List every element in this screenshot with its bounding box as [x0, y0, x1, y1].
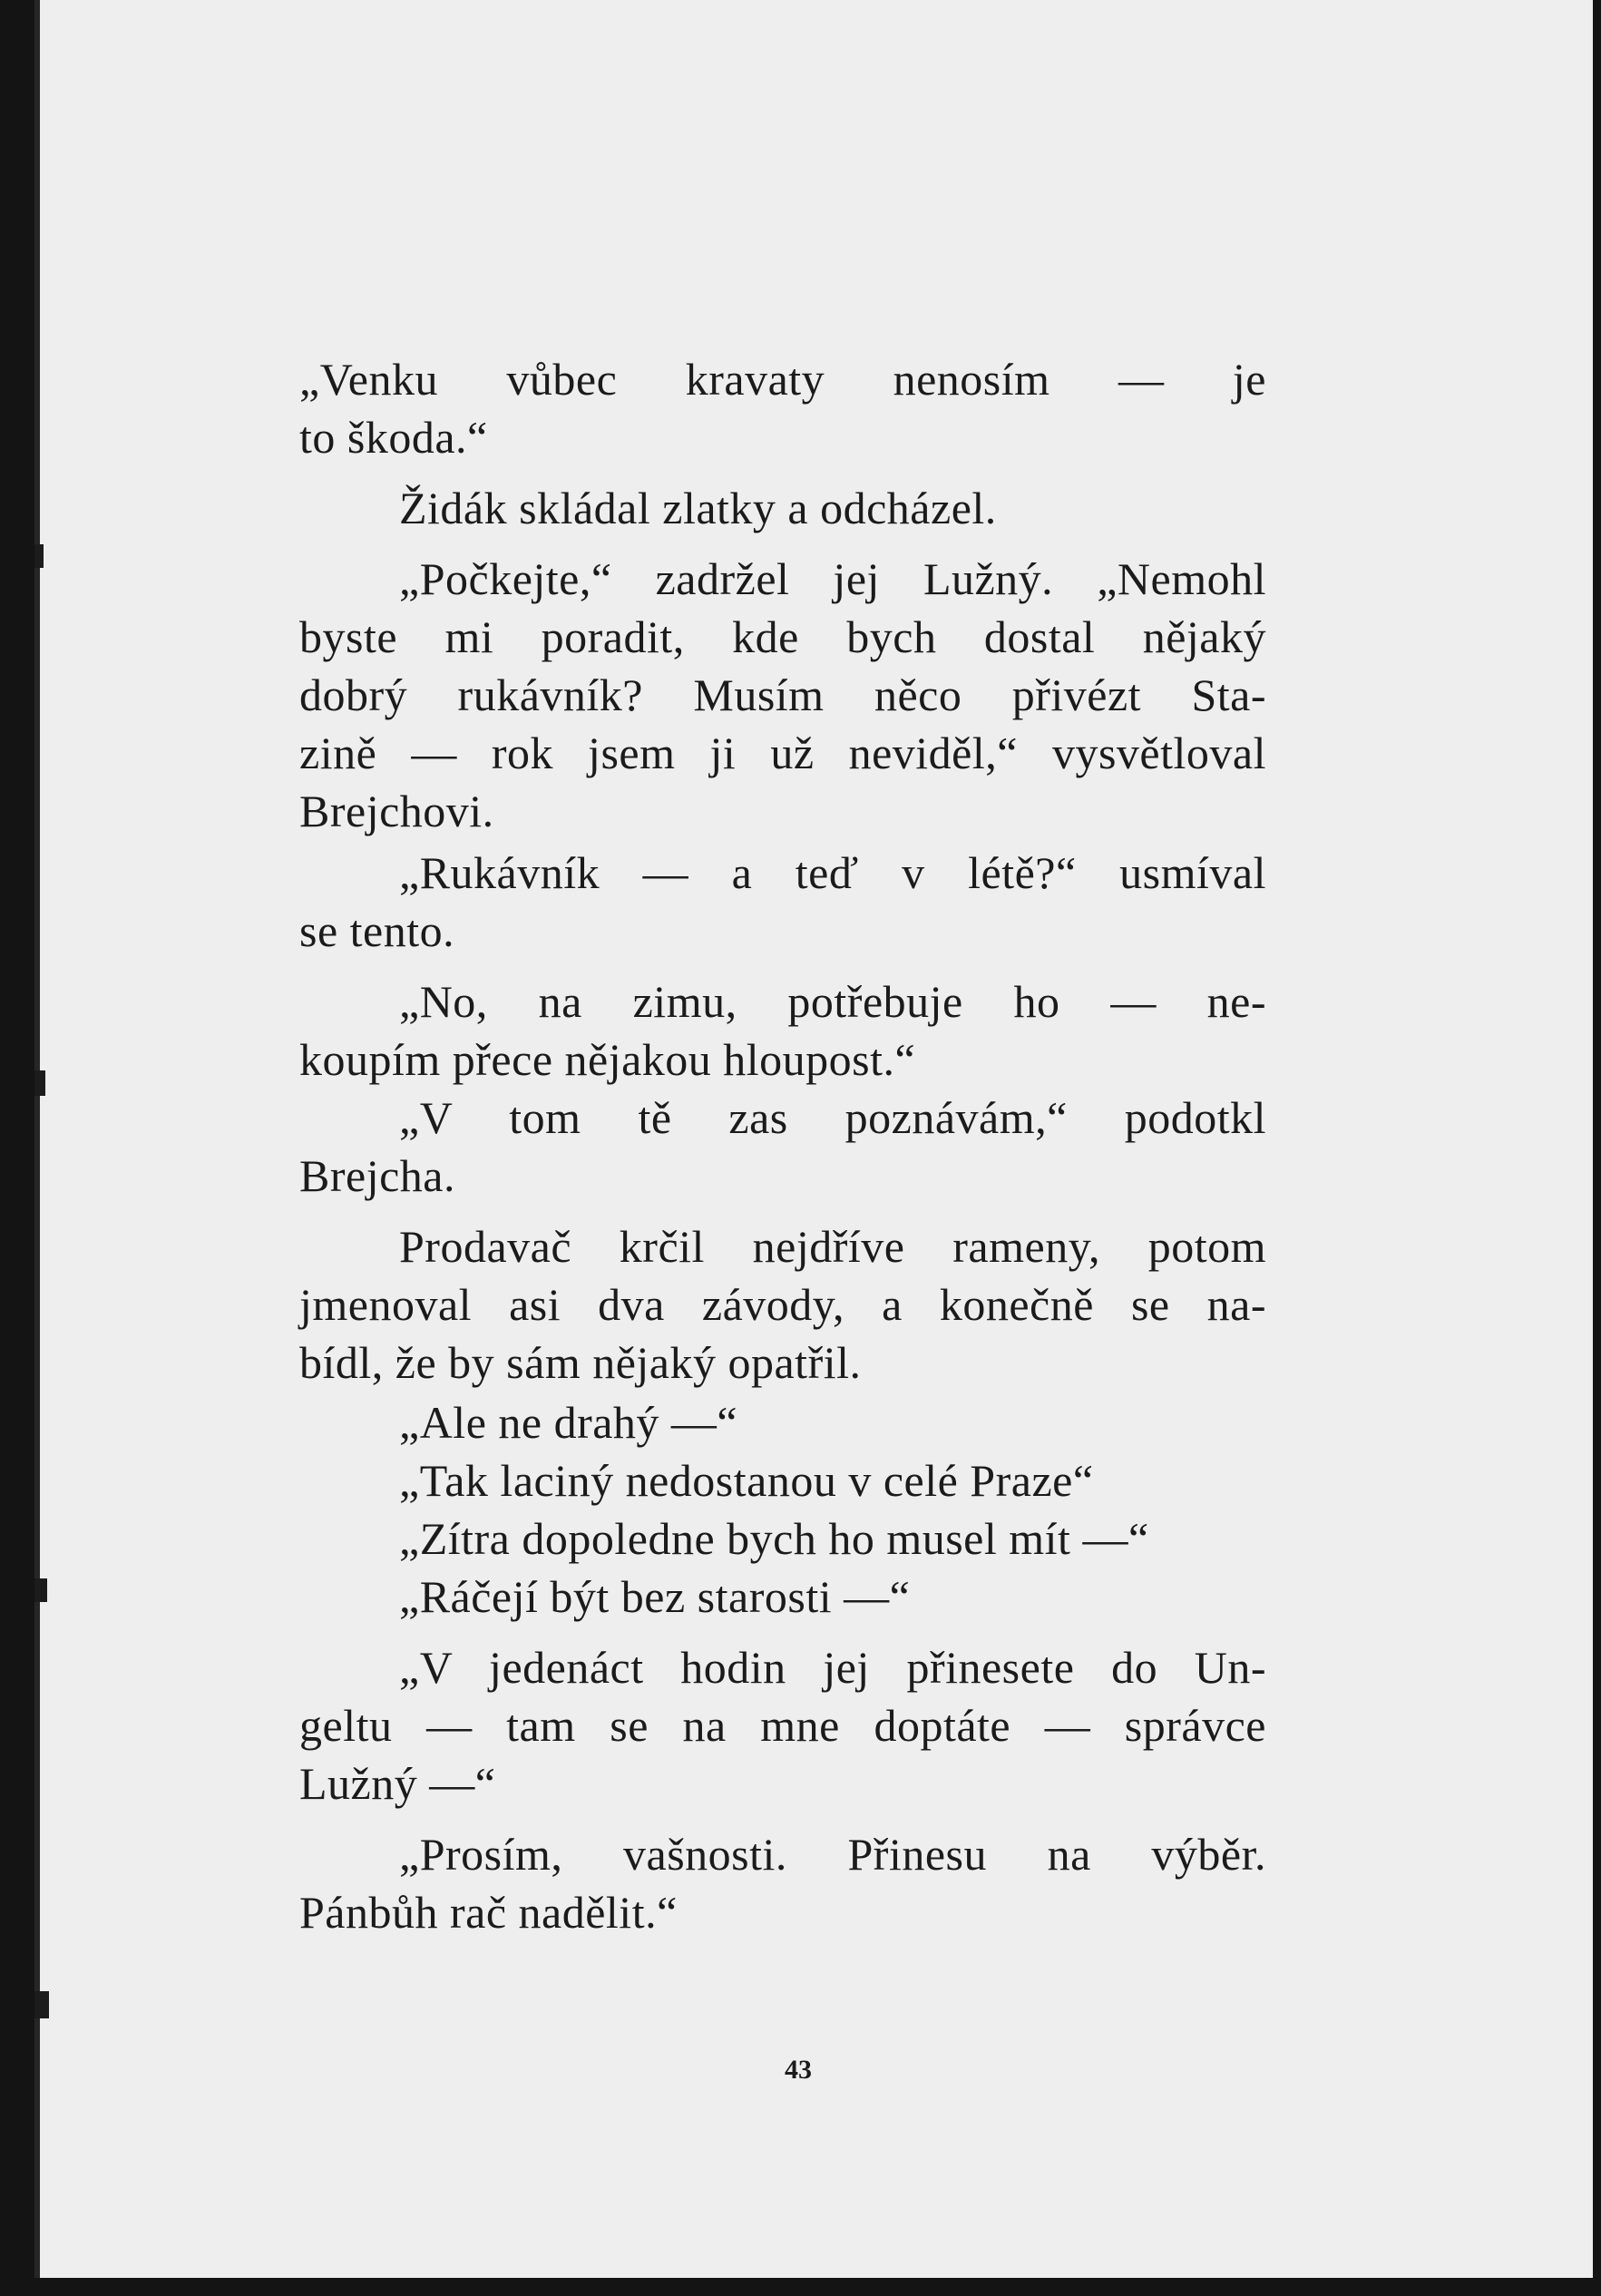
text-line: „No, na zimu, potřebuje ho — ne- — [399, 976, 1266, 1027]
text-line: dobrý rukávník? Musím něco přivézt Sta- — [299, 669, 1266, 720]
gutter-mark — [34, 1070, 45, 1096]
text-line: Prodavač krčil nejdříve rameny, potom — [399, 1221, 1266, 1272]
text-line: geltu — tam se na mne doptáte — správce — [299, 1700, 1266, 1751]
text-line: „Prosím, vašnosti. Přinesu na výběr. — [399, 1829, 1266, 1880]
text-line: se tento. — [299, 905, 455, 956]
text-line: „V jedenáct hodin jej přinesete do Un- — [399, 1642, 1266, 1693]
text-line: zině — rok jsem ji už neviděl,“ vysvětloval — [299, 728, 1266, 778]
text-line: koupím přece nějakou hloupost.“ — [299, 1034, 916, 1085]
gutter-mark — [34, 1991, 49, 2018]
text-line: Lužný —“ — [299, 1758, 496, 1809]
text-line: jmenoval asi dva závody, a konečně se na- — [299, 1279, 1266, 1330]
text-line: Brejchovi. — [299, 786, 494, 836]
text-line: to škoda.“ — [299, 412, 488, 463]
gutter-mark — [34, 544, 44, 568]
page-number: 43 — [785, 2055, 812, 2085]
text-line: „V tom tě zas poznávám,“ podotkl — [399, 1092, 1266, 1143]
text-line: „Počkejte,“ zadržel jej Lužný. „Nemohl — [399, 553, 1266, 604]
text-line: Pánbůh rač nadělit.“ — [299, 1887, 678, 1938]
text-line: Židák skládal zlatky a odcházel. — [399, 483, 997, 533]
text-line: „Ráčejí být bez starosti —“ — [399, 1571, 911, 1622]
text-line: „Tak laciný nedostanou v celé Praze“ — [399, 1455, 1094, 1506]
text-line: „Ale ne drahý —“ — [399, 1397, 738, 1448]
text-line: bídl, že by sám nějaký opatřil. — [299, 1337, 862, 1388]
text-line: „Rukávník — a teď v létě?“ usmíval — [399, 847, 1266, 898]
gutter-mark — [34, 1578, 47, 1602]
text-line: byste mi poradit, kde bych dostal nějaký — [299, 611, 1266, 662]
text-line: „Zítra dopoledne bych ho musel mít —“ — [399, 1513, 1149, 1564]
text-line: „Venku vůbec kravaty nenosím — je — [299, 354, 1266, 405]
text-line: Brejcha. — [299, 1150, 455, 1201]
